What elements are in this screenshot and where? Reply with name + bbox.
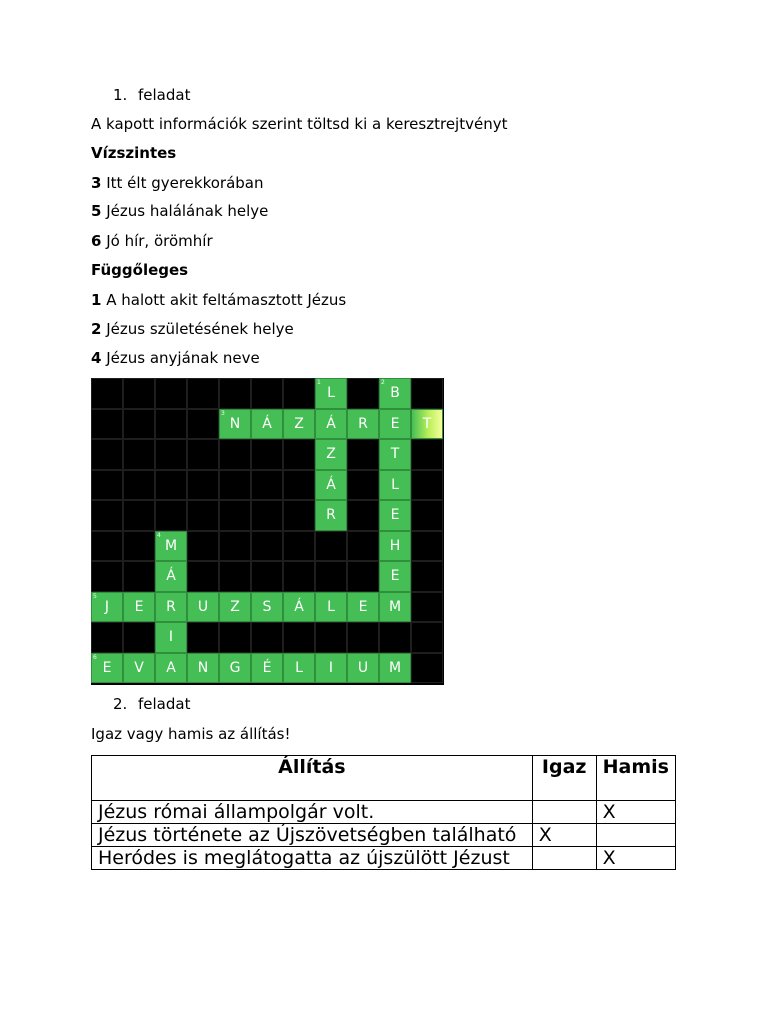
crossword-cell[interactable] (155, 561, 187, 592)
crossword-cell[interactable] (283, 653, 315, 684)
crossword-cell-empty (283, 622, 315, 653)
crossword-letter: G (229, 659, 241, 676)
igaz-cell[interactable] (532, 801, 596, 824)
crossword-cell[interactable] (155, 622, 187, 653)
crossword-cell-empty (155, 470, 187, 501)
crossword-cell-empty (347, 470, 379, 501)
crossword-cell[interactable] (315, 592, 347, 623)
crossword-letter: É (262, 659, 272, 676)
task2-number: 2. (113, 695, 128, 713)
crossword-clue-number: 4 (157, 531, 161, 539)
task1-title: feladat (138, 86, 191, 104)
down-clue-1: 1 A halott akit feltámasztott Jézus (91, 291, 347, 309)
crossword-cell[interactable] (219, 409, 251, 440)
crossword-cell-empty (91, 622, 123, 653)
igaz-cell[interactable]: X (532, 824, 596, 847)
across-heading: Vízszintes (91, 144, 177, 162)
crossword-letter: Á (262, 415, 272, 432)
crossword-cell-empty (91, 378, 123, 409)
crossword-cell[interactable] (123, 653, 155, 684)
crossword-cell-empty (251, 439, 283, 470)
crossword-cell-empty (411, 653, 443, 684)
crossword-cell-empty (123, 470, 155, 501)
crossword-cell[interactable] (379, 470, 411, 501)
crossword-cell[interactable] (379, 409, 411, 440)
crossword-cell-empty (187, 409, 219, 440)
crossword-cell[interactable] (411, 409, 443, 440)
across-clue-3: 3 Itt élt gyerekkorában (91, 174, 264, 192)
crossword-cell-empty (251, 500, 283, 531)
crossword-cell[interactable] (123, 592, 155, 623)
crossword-cell[interactable] (155, 531, 187, 562)
task2-title: feladat (138, 695, 191, 713)
crossword-cell-empty (347, 622, 379, 653)
crossword-cell[interactable] (315, 409, 347, 440)
crossword-cell-empty (251, 622, 283, 653)
crossword-letter: B (390, 385, 400, 402)
crossword-cell-empty (283, 470, 315, 501)
crossword-letter: I (328, 659, 334, 676)
crossword-letter: R (326, 507, 336, 524)
crossword-letter: N (197, 659, 209, 676)
down-clue-2: 2 Jézus születésének helye (91, 320, 294, 338)
crossword-letter: Á (166, 568, 176, 585)
crossword-cell[interactable] (187, 653, 219, 684)
statement-cell: Jézus története az Újszövetségben található (92, 824, 533, 847)
statement-cell: Heródes is meglátogatta az újszülött Jézust (92, 847, 533, 870)
crossword-letter: Á (294, 598, 304, 615)
crossword-cell-empty (219, 531, 251, 562)
crossword-cell[interactable] (379, 439, 411, 470)
crossword-letter: E (358, 598, 368, 615)
crossword-cell[interactable] (91, 592, 123, 623)
crossword-cell-empty (411, 500, 443, 531)
crossword-letter: L (327, 385, 335, 402)
crossword-cell[interactable] (379, 592, 411, 623)
crossword-cell-empty (123, 439, 155, 470)
crossword-cell-empty (251, 378, 283, 409)
crossword-cell-empty (315, 531, 347, 562)
crossword-cell-empty (187, 500, 219, 531)
crossword-cell-empty (379, 622, 411, 653)
table-row (92, 847, 676, 870)
crossword-clue-number: 3 (221, 409, 225, 417)
crossword-cell[interactable] (91, 653, 123, 684)
crossword-cell-empty (155, 409, 187, 440)
crossword-cell-empty (283, 561, 315, 592)
crossword-cell[interactable] (315, 470, 347, 501)
crossword-cell[interactable] (219, 653, 251, 684)
crossword-grid (91, 378, 444, 685)
crossword-cell-empty (187, 531, 219, 562)
crossword-letter: Z (230, 598, 240, 615)
crossword-letter: A (166, 659, 176, 676)
crossword-cell[interactable] (379, 561, 411, 592)
crossword-cell-empty (219, 500, 251, 531)
crossword-letter: Á (326, 415, 336, 432)
crossword-letter: L (327, 598, 335, 615)
crossword-cell-empty (91, 409, 123, 440)
crossword-clue-number: 1 (317, 379, 321, 386)
crossword-cell[interactable] (187, 592, 219, 623)
task1-number: 1. (113, 86, 128, 104)
hamis-cell[interactable] (596, 824, 675, 847)
crossword-cell-empty (315, 561, 347, 592)
header-hamis: Hamis (596, 756, 675, 801)
crossword-letter: Z (294, 415, 304, 432)
down-heading: Függőleges (91, 261, 189, 279)
crossword-letter: M (164, 537, 178, 554)
crossword-letter: J (104, 598, 110, 615)
crossword-cell[interactable] (315, 653, 347, 684)
crossword-cell-empty (91, 470, 123, 501)
crossword-cell-empty (123, 500, 155, 531)
crossword-cell-empty (411, 622, 443, 653)
across-clue-5: 5 Jézus halálának helye (91, 202, 269, 220)
crossword-cell-empty (411, 592, 443, 623)
crossword-cell-empty (187, 622, 219, 653)
crossword-cell[interactable] (251, 653, 283, 684)
crossword-cell-empty (187, 378, 219, 409)
crossword-letter: Á (326, 476, 336, 493)
task1-instruction: A kapott információk szerint töltsd ki a keresztrejtvényt (91, 115, 508, 133)
crossword-letter: M (388, 659, 402, 676)
across-clue-6: 6 Jó hír, örömhír (91, 232, 213, 250)
crossword-letter: U (197, 598, 209, 615)
crossword-cell-empty (315, 622, 347, 653)
crossword-cell-empty (91, 561, 123, 592)
crossword-cell[interactable] (379, 500, 411, 531)
crossword-letter: R (166, 598, 176, 615)
crossword-cell-empty (251, 531, 283, 562)
table-header-row (92, 756, 676, 801)
crossword-letter: R (358, 415, 368, 432)
crossword-cell[interactable] (379, 531, 411, 562)
crossword-cell[interactable] (347, 592, 379, 623)
crossword-cell[interactable] (155, 592, 187, 623)
statement-cell: Jézus római állampolgár volt. (92, 801, 533, 824)
crossword-cell-empty (91, 439, 123, 470)
crossword-cell-empty (251, 470, 283, 501)
crossword-letter: E (390, 568, 400, 585)
crossword-letter: M (388, 598, 402, 615)
crossword-cell-empty (91, 500, 123, 531)
crossword-cell[interactable] (379, 378, 411, 409)
down-clue-4: 4 Jézus anyjának neve (91, 349, 260, 367)
crossword-cell-empty (123, 409, 155, 440)
table-row (92, 801, 676, 824)
crossword-letter: E (134, 598, 144, 615)
crossword-cell[interactable] (283, 409, 315, 440)
crossword-cell-empty (411, 378, 443, 409)
crossword-cell-empty (347, 531, 379, 562)
crossword-letter: V (134, 659, 144, 676)
crossword-cell-empty (283, 500, 315, 531)
crossword-letter: E (390, 507, 400, 524)
crossword-cell-empty (123, 531, 155, 562)
header-igaz: Igaz (532, 756, 596, 801)
crossword-cell[interactable] (155, 653, 187, 684)
crossword-cell[interactable] (251, 592, 283, 623)
table-row (92, 824, 676, 847)
crossword-cell[interactable] (315, 500, 347, 531)
crossword-letter: E (390, 415, 400, 432)
crossword-letter: Z (326, 446, 336, 463)
crossword-cell-empty (187, 561, 219, 592)
crossword-cell-empty (187, 439, 219, 470)
crossword-cell-empty (347, 378, 379, 409)
task2-instruction: Igaz vagy hamis az állítás! (91, 725, 291, 743)
crossword-cell-empty (219, 561, 251, 592)
crossword-cell-empty (411, 470, 443, 501)
hamis-cell[interactable]: X (596, 847, 675, 870)
crossword-cell[interactable] (315, 378, 347, 409)
crossword-cell-empty (251, 561, 283, 592)
crossword-letter: T (422, 415, 432, 432)
crossword-cell-empty (411, 531, 443, 562)
crossword-cell-empty (283, 531, 315, 562)
crossword-cell[interactable] (251, 409, 283, 440)
crossword-cell-empty (187, 470, 219, 501)
crossword-letter: E (102, 659, 112, 676)
crossword-letter: U (357, 659, 369, 676)
crossword-cell-empty (219, 470, 251, 501)
hamis-cell[interactable]: X (596, 801, 675, 824)
crossword-cell-empty (123, 622, 155, 653)
crossword-cell[interactable] (219, 592, 251, 623)
crossword-clue-number: 5 (93, 592, 97, 600)
crossword-cell[interactable] (283, 592, 315, 623)
crossword-cell-empty (91, 531, 123, 562)
crossword-cell[interactable] (347, 409, 379, 440)
crossword-cell-empty (219, 622, 251, 653)
crossword-cell-empty (411, 561, 443, 592)
crossword-cell-empty (411, 439, 443, 470)
crossword-letter: H (389, 537, 401, 554)
crossword-clue-number: 6 (93, 653, 97, 661)
crossword-cell-empty (283, 439, 315, 470)
crossword-cell[interactable] (379, 653, 411, 684)
crossword-letter: T (390, 446, 400, 463)
crossword-cell-empty (155, 500, 187, 531)
crossword-letter: S (262, 598, 272, 615)
crossword-cell-empty (283, 378, 315, 409)
crossword-cell-empty (347, 500, 379, 531)
true-false-table (91, 755, 676, 870)
crossword-clue-number: 2 (381, 379, 385, 386)
crossword-letter: I (168, 629, 174, 646)
crossword-letter: N (229, 415, 241, 432)
crossword-cell-empty (219, 439, 251, 470)
crossword-cell-empty (219, 378, 251, 409)
crossword-cell-empty (155, 378, 187, 409)
crossword-letter: L (391, 476, 399, 493)
crossword-cell-empty (347, 561, 379, 592)
crossword-cell-empty (347, 439, 379, 470)
crossword-cell-empty (123, 378, 155, 409)
crossword-cell[interactable] (347, 653, 379, 684)
crossword-cell-empty (123, 561, 155, 592)
crossword-cell[interactable] (315, 439, 347, 470)
crossword-cell-empty (155, 439, 187, 470)
header-statement: Állítás (92, 756, 533, 801)
igaz-cell[interactable] (532, 847, 596, 870)
crossword-letter: L (295, 659, 303, 676)
